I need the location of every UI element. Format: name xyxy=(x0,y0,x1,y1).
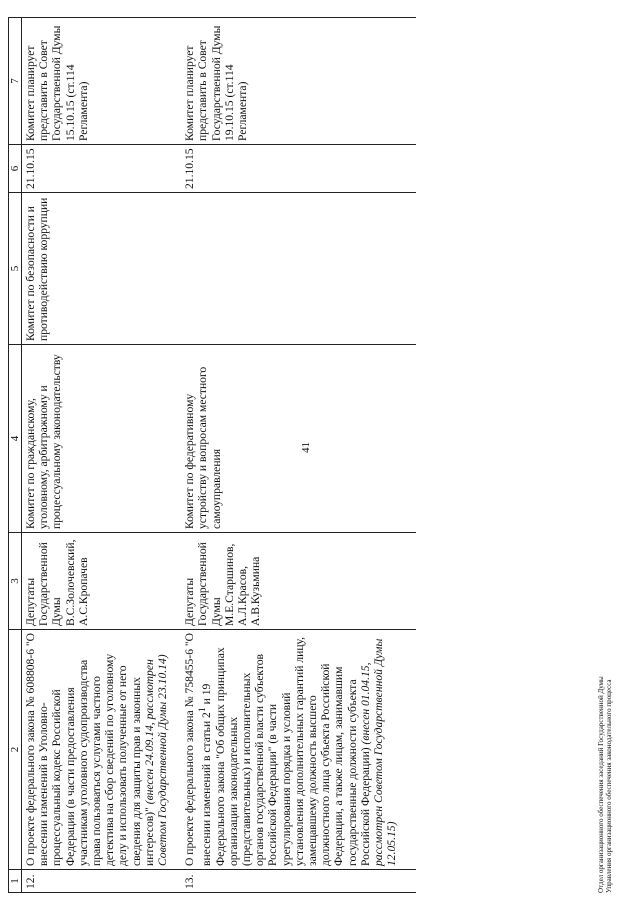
footer-line: Отдел организационного обеспечения заседаний Государственной Думы xyxy=(597,676,605,893)
bill-cell xyxy=(169,630,398,870)
bill-title: О проекте федерального закона № 758455-6 xyxy=(183,649,197,866)
date-cell: 21.10.15 xyxy=(169,145,398,193)
table-row xyxy=(169,18,398,893)
committee-cell: Комитет по федеративному устройству и вопросам местного самоуправления xyxy=(169,345,398,533)
authors-cell: Депутаты Государственной Думы В.С.Золочевский, А.С.Кропачев xyxy=(22,533,170,630)
column-header: 2 xyxy=(9,630,22,870)
plan-cell: Комитет планирует представить в Совет Государственной Думы 19.10.15 (ст.114 Регламента) xyxy=(169,18,398,145)
column-header: 5 xyxy=(9,193,22,345)
column-header: 7 xyxy=(9,18,22,145)
page-number: 41 xyxy=(300,442,312,453)
column-header: 1 xyxy=(9,870,22,893)
column-header: 3 xyxy=(9,533,22,630)
date-cell: 21.10.15 xyxy=(22,145,170,193)
header-row xyxy=(9,18,22,893)
committee-cell: Комитет по гражданскому, уголовному, арбитражному и процессуальному законодательству xyxy=(22,345,170,533)
row-number: 13. xyxy=(169,870,398,893)
table-end-row xyxy=(398,18,416,893)
bill-note: (внесен 01.04.15, рассмотрен Советом Государственной Думы 12.05.15) xyxy=(358,638,399,866)
co-committee-cell xyxy=(169,193,398,345)
bill-description-end: и 19 Федерального закона "Об общих принципах организации законодательных (представительных) и исполнительных органов государственной власти субъектов Российской Федерации" (в части урегулирования порядка и условий установления дополнительных гарантий лицу, замещавшему должность высшего должностного лица субъекта Российской Федерации, а также лицам, занимавшим государственные должности субъекта Российской Федерации) xyxy=(200,636,372,866)
bill-description xyxy=(183,633,372,866)
footer-line: Управления организационного обеспечения законодательного процесса xyxy=(605,679,613,893)
authors-cell: Депутаты Государственной Думы М.Е.Старшинов, А.Л.Красов, А.В.Кузьмина xyxy=(169,533,398,630)
row-number: 12. xyxy=(22,870,170,893)
column-header: 6 xyxy=(9,145,22,193)
bill-cell xyxy=(22,630,170,870)
bill-description: "О внесении изменений в Уголовно-процессуальный кодекс Российской Федерации (в части предоставления участникам уголовного судопроизводства права пользоваться услугами частного детектива на сбор сведений по уголовному делу и использовать полученные от него сведения для защиты прав и законных интересов)" xyxy=(24,632,156,866)
plan-cell: Комитет планирует представить в Совет Государственной Думы 15.10.15 (ст.114 Регламента) xyxy=(22,18,170,145)
bill-description-start: "О внесении изменений в статьи 2 xyxy=(183,632,214,866)
superscript: 1 xyxy=(197,707,209,713)
bill-title: О проекте федерального закона № 608808-6 xyxy=(24,649,37,866)
footer xyxy=(597,676,613,893)
table-row xyxy=(22,18,170,893)
column-header: 4 xyxy=(9,345,22,533)
bills-table xyxy=(8,17,416,893)
co-committee-cell: Комитет по безопасности и противодействию коррупции xyxy=(22,193,170,345)
bill-note: (внесен 24.09.14, рассмотрен Советом Государственной Думы 23.10.14) xyxy=(142,654,170,866)
